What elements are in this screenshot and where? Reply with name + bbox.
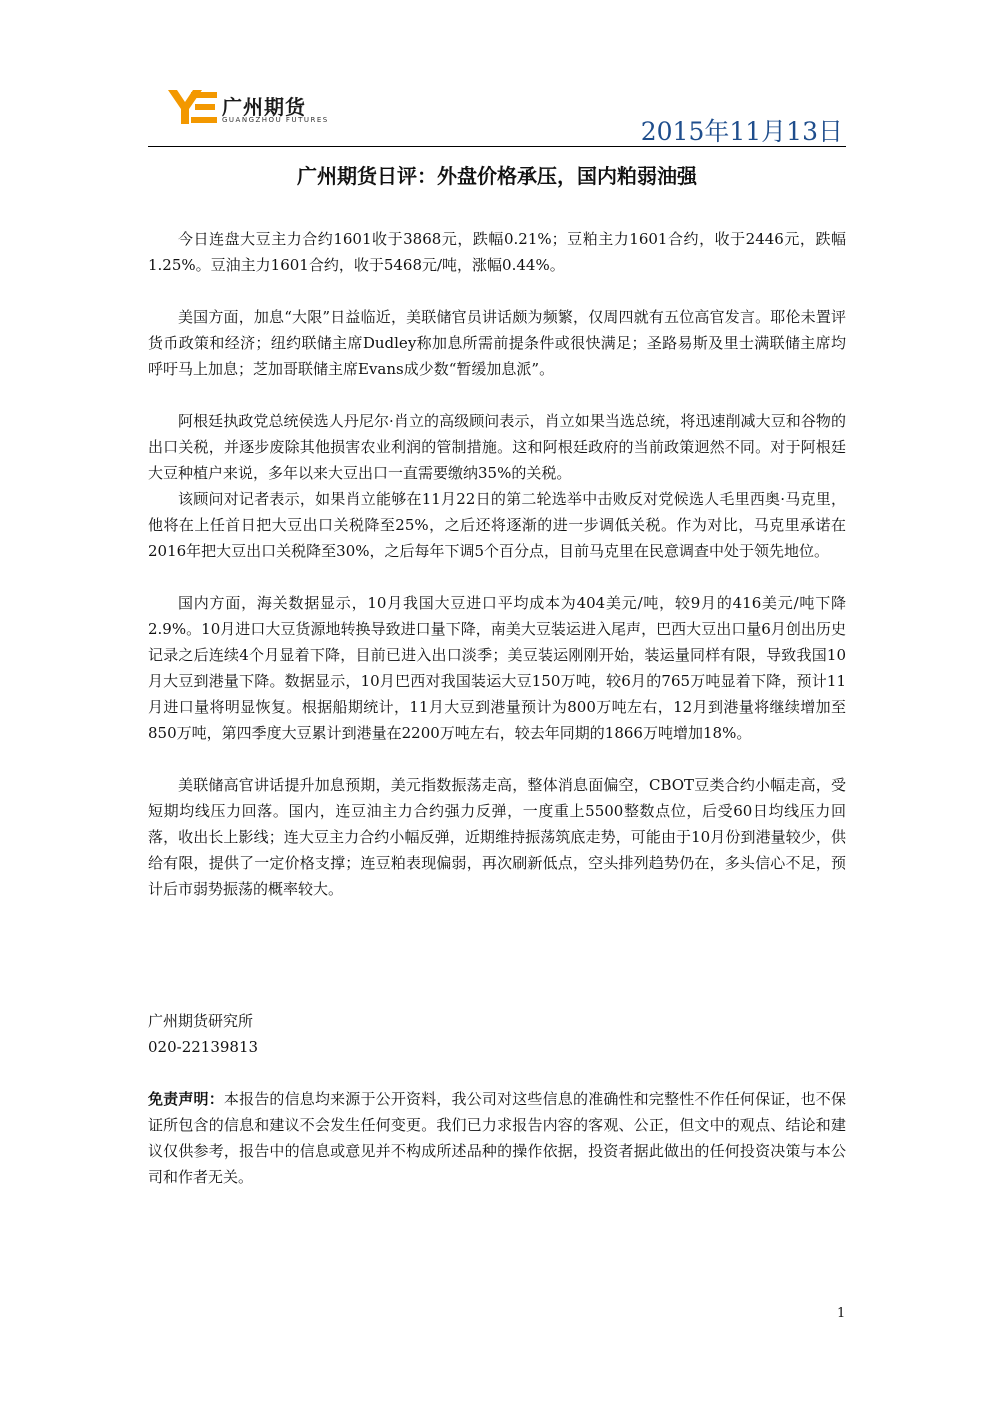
- contact-phone: 020-22139813: [148, 1038, 259, 1056]
- paragraph-argentina-election: 该顾问对记者表示，如果肖立能够在11月22日的第二轮选举中击败反对党候选人毛里西奥·马克里，他将在上任首日把大豆出口关税降至25%，之后还将逐渐的进一步调低关税。作为对比，马克里承诺在2016年把大豆出口关税降至30%，之后每年下调5个百分点，目前马克里在民意调查中处于领先地位。: [148, 490, 846, 560]
- disclaimer-label: 免责声明：: [148, 1090, 224, 1108]
- logo-mark-icon: [168, 90, 218, 126]
- paragraph-us-fed: 美国方面，加息“大限”日益临近，美联储官员讲话颇为频繁，仅周四就有五位高官发言。耶伦未置评货币政策和经济；纽约联储主席Dudley称加息所需前提条件或很快满足；圣路易斯及里士满联储主席均呼吁马上加息；芝加哥联储主席Evans成少数“暂缓加息派”。: [148, 308, 846, 378]
- paragraph-outlook: 美联储高官讲话提升加息预期，美元指数振荡走高，整体消息面偏空，CBOT豆类合约小幅走高，受短期均线压力回落。国内，连豆油主力合约强力反弹，一度重上5500整数点位，后受60日均线压力回落，收出长上影线；连大豆主力合约小幅反弹，近期维持振荡筑底走势，可能由于10月份到港量较少，供给有限，提供了一定价格支撑；连豆粕表现偏弱，再次刷新低点，空头排列趋势仍在，多头信心不足，预计后市弱势振荡的概率较大。: [148, 776, 846, 898]
- disclaimer: [148, 1086, 846, 1190]
- logo-text-en: GUANGZHOU FUTURES: [222, 116, 329, 124]
- header-divider: [148, 146, 846, 147]
- page-number: 1: [837, 1306, 846, 1321]
- paragraph-domestic-imports: 国内方面，海关数据显示，10月我国大豆进口平均成本为404美元/吨，较9月的416美元/吨下降2.9%。10月进口大豆货源地转换导致进口量下降，南美大豆装运进入尾声，巴西大豆出口量6月创出历史记录之后连续4个月显着下降，目前已进入出口淡季；美豆装运刚刚开始，装运量同样有限，导致我国10月大豆到港量下降。数据显示，10月巴西对我国装运大豆150万吨，较6月的765万吨显着下降，预计11月进口量将明显恢复。根据船期统计，11月大豆到港量预计为800万吨左右，12月到港量将继续增加至850万吨，第四季度大豆累计到港量在2200万吨左右，较去年同期的1866万吨增加18%。: [148, 594, 846, 742]
- company-logo: [168, 88, 348, 128]
- logo-text-cn: 广州期货: [222, 95, 306, 119]
- report-date: 2015年11月13日: [640, 117, 843, 146]
- paragraph-market-summary: 今日连盘大豆主力合约1601收于3868元，跌幅0.21%；豆粕主力1601合约，收于2446元，跌幅1.25%。豆油主力1601合约，收于5468元/吨，涨幅0.44%。: [148, 230, 846, 274]
- report-body: [148, 226, 846, 902]
- document-title: 广州期货日评：外盘价格承压，国内粕弱油强: [297, 164, 697, 188]
- research-institute: 广州期货研究所: [148, 1012, 254, 1030]
- disclaimer-text: 本报告的信息均来源于公开资料，我公司对这些信息的准确性和完整性不作任何保证，也不保证所包含的信息和建议不会发生任何变更。我们已力求报告内容的客观、公正，但文中的观点、结论和建议仅供参考，报告中的信息或意见并不构成所述品种的操作依据，投资者据此做出的任何投资决策与本公司和作者无关。: [148, 1090, 846, 1186]
- paragraph-argentina-policy: 阿根廷执政党总统侯选人丹尼尔·肖立的高级顾问表示，肖立如果当选总统，将迅速削减大豆和谷物的出口关税，并逐步废除其他损害农业利润的管制措施。这和阿根廷政府的当前政策迥然不同。对于阿根廷大豆种植户来说，多年以来大豆出口一直需要缴纳35%的关税。: [148, 412, 846, 482]
